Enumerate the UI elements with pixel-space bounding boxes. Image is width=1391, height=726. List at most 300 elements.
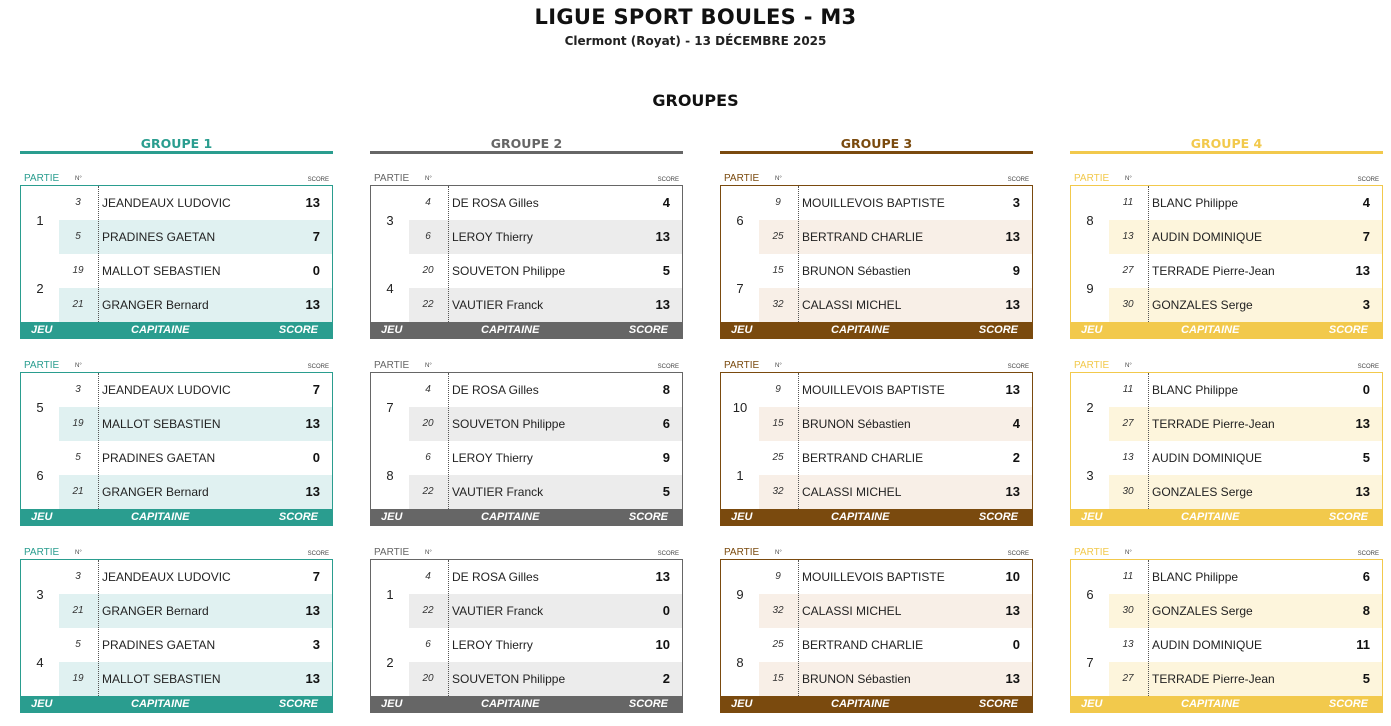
match-jeu-number: 7 (736, 280, 744, 296)
captain-name: AUDIN DOMINIQUE (1152, 230, 1263, 244)
team-score: 3 (1012, 195, 1020, 210)
team-number: 19 (72, 418, 84, 429)
match-jeu-number: 4 (386, 280, 394, 296)
team-score: 6 (1362, 569, 1370, 584)
team-number: 32 (772, 605, 784, 616)
team-number: 19 (72, 265, 84, 276)
match-jeu-number: 8 (386, 467, 394, 483)
partie-label: PARTIE (724, 360, 760, 371)
footer-jeu-label: JEU (1081, 324, 1103, 336)
footer-captain-label: CAPITAINE (831, 511, 890, 523)
team-row (409, 186, 682, 220)
captain-name: MOUILLEVOIS BAPTISTE (802, 383, 945, 397)
group-4 (1070, 134, 1383, 710)
partie-label: PARTIE (24, 173, 60, 184)
captain-name: SOUVETON Philippe (452, 264, 566, 278)
team-score: 13 (1005, 603, 1020, 618)
team-row (1109, 628, 1382, 662)
team-row (59, 441, 332, 475)
match-jeu-number: 6 (36, 467, 44, 483)
team-number: 30 (1122, 299, 1134, 310)
score-label: SCORE (657, 177, 679, 183)
captain-name: AUDIN DOMINIQUE (1152, 451, 1263, 465)
captain-name: GONZALES Serge (1152, 604, 1253, 618)
section-title: GROUPES (652, 91, 739, 110)
partie-label: PARTIE (724, 547, 760, 558)
round-table (1070, 173, 1383, 338)
score-label: SCORE (307, 177, 329, 183)
team-number: 21 (72, 486, 84, 497)
team-score: 13 (1355, 263, 1370, 278)
round-box (20, 559, 333, 713)
round-footer (371, 509, 682, 525)
column-separator (1148, 373, 1149, 509)
team-row (759, 560, 1032, 594)
partie-label: PARTIE (374, 173, 410, 184)
column-separator (798, 373, 799, 509)
score-label: SCORE (657, 551, 679, 557)
captain-name: AUDIN DOMINIQUE (1152, 638, 1263, 652)
team-number: 25 (772, 639, 784, 650)
team-number: 20 (422, 265, 434, 276)
team-score: 10 (1005, 569, 1020, 584)
team-row (1109, 220, 1382, 254)
round-footer (1071, 509, 1382, 525)
team-number: 25 (772, 452, 784, 463)
page-subtitle: Clermont (Royat) - 13 DÉCEMBRE 2025 (564, 34, 827, 48)
group-1 (20, 134, 333, 710)
match-jeu-number: 7 (1086, 654, 1094, 670)
captain-name: BLANC Philippe (1152, 196, 1239, 210)
partie-label: PARTIE (724, 173, 760, 184)
team-row (1109, 441, 1382, 475)
number-label: N° (75, 363, 82, 369)
match-jeu-number: 3 (1086, 467, 1094, 483)
team-score: 9 (1012, 263, 1020, 278)
team-score: 4 (662, 195, 670, 210)
captain-name: JEANDEAUX LUDOVIC (102, 383, 231, 397)
team-row (1109, 475, 1382, 509)
team-score: 13 (1355, 416, 1370, 431)
team-score: 13 (305, 671, 320, 686)
team-number: 11 (1122, 571, 1134, 582)
number-label: N° (425, 363, 432, 369)
team-row (59, 475, 332, 509)
team-row (1109, 373, 1382, 407)
team-row (59, 254, 332, 288)
number-label: N° (1125, 176, 1132, 182)
score-label: SCORE (1007, 177, 1029, 183)
footer-score-label: SCORE (278, 324, 318, 336)
team-score: 8 (1362, 603, 1370, 618)
round-footer (371, 322, 682, 338)
team-row (1109, 407, 1382, 441)
column-separator (98, 186, 99, 322)
team-row (409, 441, 682, 475)
team-row (759, 628, 1032, 662)
team-number: 27 (1122, 418, 1134, 429)
team-number: 15 (772, 265, 784, 276)
round-footer (721, 322, 1032, 338)
footer-jeu-label: JEU (731, 324, 753, 336)
match-jeu-number: 1 (386, 586, 394, 602)
team-score: 0 (1012, 637, 1020, 652)
footer-score-label: SCORE (978, 511, 1018, 523)
team-score: 0 (312, 450, 320, 465)
team-score: 6 (662, 416, 670, 431)
team-number: 15 (772, 673, 784, 684)
team-row (59, 628, 332, 662)
team-number: 9 (775, 384, 781, 395)
captain-name: TERRADE Pierre-Jean (1152, 672, 1275, 686)
round-table (370, 360, 683, 525)
partie-label: PARTIE (24, 547, 60, 558)
score-label: SCORE (1357, 177, 1379, 183)
team-score: 0 (662, 603, 670, 618)
column-separator (448, 373, 449, 509)
captain-name: SOUVETON Philippe (452, 417, 566, 431)
number-label: N° (775, 550, 782, 556)
partie-label: PARTIE (374, 360, 410, 371)
footer-captain-label: CAPITAINE (131, 698, 190, 710)
footer-jeu-label: JEU (731, 698, 753, 710)
captain-name: BERTRAND CHARLIE (802, 638, 924, 652)
number-label: N° (775, 363, 782, 369)
team-score: 13 (1005, 382, 1020, 397)
team-number: 9 (775, 197, 781, 208)
captain-name: BRUNON Sébastien (802, 417, 911, 431)
round-table (1070, 547, 1383, 712)
captain-name: JEANDEAUX LUDOVIC (102, 570, 231, 584)
team-number: 27 (1122, 265, 1134, 276)
team-score: 13 (1005, 671, 1020, 686)
round-box (720, 559, 1033, 713)
team-number: 22 (422, 486, 434, 497)
match-jeu-number: 2 (36, 280, 44, 296)
group-header: GROUPE 1 (20, 134, 333, 154)
footer-captain-label: CAPITAINE (131, 511, 190, 523)
score-label: SCORE (1357, 364, 1379, 370)
team-number: 11 (1122, 197, 1134, 208)
group-header: GROUPE 2 (370, 134, 683, 154)
number-label: N° (425, 550, 432, 556)
score-label: SCORE (307, 364, 329, 370)
captain-name: GONZALES Serge (1152, 485, 1253, 499)
score-label: SCORE (657, 364, 679, 370)
team-score: 13 (305, 297, 320, 312)
group-2 (370, 134, 683, 710)
captain-name: VAUTIER Franck (452, 485, 544, 499)
captain-name: JEANDEAUX LUDOVIC (102, 196, 231, 210)
team-number: 9 (775, 571, 781, 582)
score-label: SCORE (1007, 551, 1029, 557)
column-separator (798, 560, 799, 696)
footer-captain-label: CAPITAINE (1181, 324, 1240, 336)
team-score: 13 (305, 484, 320, 499)
match-jeu-number: 4 (36, 654, 44, 670)
column-separator (1148, 560, 1149, 696)
column-separator (448, 186, 449, 322)
round-table (370, 547, 683, 712)
group-header: GROUPE 3 (720, 134, 1033, 154)
team-score: 13 (305, 603, 320, 618)
group-header: GROUPE 4 (1070, 134, 1383, 154)
captain-name: DE ROSA Gilles (452, 570, 539, 584)
partie-label: PARTIE (1074, 547, 1110, 558)
team-number: 5 (75, 231, 81, 242)
team-number: 6 (425, 639, 431, 650)
captain-name: MALLOT SEBASTIEN (102, 417, 221, 431)
partie-label: PARTIE (1074, 173, 1110, 184)
captain-name: DE ROSA Gilles (452, 383, 539, 397)
team-row (1109, 254, 1382, 288)
captain-name: GRANGER Bernard (102, 298, 209, 312)
captain-name: VAUTIER Franck (452, 298, 544, 312)
round-box (20, 185, 333, 339)
footer-jeu-label: JEU (731, 511, 753, 523)
team-row (759, 254, 1032, 288)
captain-name: LEROY Thierry (452, 638, 533, 652)
footer-jeu-label: JEU (31, 698, 53, 710)
number-label: N° (75, 550, 82, 556)
round-footer (21, 509, 332, 525)
match-jeu-number: 8 (736, 654, 744, 670)
team-number: 15 (772, 418, 784, 429)
captain-name: TERRADE Pierre-Jean (1152, 264, 1275, 278)
team-row (59, 662, 332, 696)
round-table (720, 547, 1033, 712)
team-row (1109, 560, 1382, 594)
team-number: 30 (1122, 486, 1134, 497)
footer-score-label: SCORE (978, 698, 1018, 710)
team-score: 4 (1012, 416, 1020, 431)
round-box (1070, 372, 1383, 526)
match-jeu-number: 8 (1086, 212, 1094, 228)
captain-name: LEROY Thierry (452, 451, 533, 465)
column-separator (98, 560, 99, 696)
captain-name: PRADINES GAETAN (102, 451, 216, 465)
match-jeu-number: 1 (736, 467, 744, 483)
team-row (759, 186, 1032, 220)
team-score: 7 (1362, 229, 1370, 244)
team-number: 30 (1122, 605, 1134, 616)
footer-jeu-label: JEU (1081, 698, 1103, 710)
column-separator (448, 560, 449, 696)
match-jeu-number: 9 (736, 586, 744, 602)
team-number: 4 (425, 197, 431, 208)
team-row (759, 662, 1032, 696)
captain-name: CALASSI MICHEL (802, 485, 902, 499)
team-number: 20 (422, 418, 434, 429)
team-number: 3 (75, 384, 81, 395)
team-row (409, 373, 682, 407)
round-footer (21, 322, 332, 338)
team-row (59, 288, 332, 322)
round-table (370, 173, 683, 338)
round-table (720, 173, 1033, 338)
team-row (59, 560, 332, 594)
team-score: 9 (662, 450, 670, 465)
team-score: 13 (305, 416, 320, 431)
team-row (59, 373, 332, 407)
team-row (759, 594, 1032, 628)
captain-name: BERTRAND CHARLIE (802, 230, 924, 244)
team-row (59, 220, 332, 254)
captain-name: CALASSI MICHEL (802, 298, 902, 312)
team-number: 22 (422, 299, 434, 310)
team-row (1109, 662, 1382, 696)
footer-score-label: SCORE (278, 698, 318, 710)
team-row (409, 407, 682, 441)
captain-name: MALLOT SEBASTIEN (102, 264, 221, 278)
footer-score-label: SCORE (628, 698, 668, 710)
team-score: 5 (1362, 450, 1370, 465)
captain-name: GRANGER Bernard (102, 604, 209, 618)
team-row (759, 441, 1032, 475)
captain-name: BLANC Philippe (1152, 570, 1239, 584)
team-row (759, 475, 1032, 509)
page-title: LIGUE SPORT BOULES - M3 (534, 5, 857, 29)
team-score: 13 (1355, 484, 1370, 499)
column-separator (1148, 186, 1149, 322)
captain-name: LEROY Thierry (452, 230, 533, 244)
team-row (59, 186, 332, 220)
team-score: 13 (1005, 297, 1020, 312)
round-footer (371, 696, 682, 712)
team-number: 32 (772, 486, 784, 497)
captain-name: BLANC Philippe (1152, 383, 1239, 397)
footer-score-label: SCORE (978, 324, 1018, 336)
team-score: 7 (312, 569, 320, 584)
team-row (1109, 186, 1382, 220)
team-number: 5 (75, 452, 81, 463)
captain-name: MOUILLEVOIS BAPTISTE (802, 196, 945, 210)
captain-name: MALLOT SEBASTIEN (102, 672, 221, 686)
team-number: 3 (75, 197, 81, 208)
footer-captain-label: CAPITAINE (131, 324, 190, 336)
team-row (1109, 288, 1382, 322)
round-box (370, 559, 683, 713)
team-score: 0 (1362, 382, 1370, 397)
column-separator (98, 373, 99, 509)
team-score: 13 (1005, 484, 1020, 499)
match-jeu-number: 1 (36, 212, 44, 228)
partie-label: PARTIE (24, 360, 60, 371)
footer-captain-label: CAPITAINE (1181, 511, 1240, 523)
footer-captain-label: CAPITAINE (831, 324, 890, 336)
team-score: 2 (1012, 450, 1020, 465)
team-score: 2 (662, 671, 670, 686)
round-table (20, 360, 333, 525)
team-number: 13 (1122, 452, 1134, 463)
round-footer (1071, 696, 1382, 712)
footer-score-label: SCORE (628, 511, 668, 523)
round-footer (21, 696, 332, 712)
footer-captain-label: CAPITAINE (481, 511, 540, 523)
team-score: 13 (1005, 229, 1020, 244)
team-score: 8 (662, 382, 670, 397)
round-box (1070, 559, 1383, 713)
round-footer (721, 696, 1032, 712)
match-jeu-number: 6 (1086, 586, 1094, 602)
team-row (409, 662, 682, 696)
round-box (720, 185, 1033, 339)
team-row (409, 220, 682, 254)
team-row (1109, 594, 1382, 628)
footer-captain-label: CAPITAINE (481, 324, 540, 336)
captain-name: GRANGER Bernard (102, 485, 209, 499)
footer-jeu-label: JEU (31, 511, 53, 523)
team-row (59, 407, 332, 441)
number-label: N° (775, 176, 782, 182)
captain-name: PRADINES GAETAN (102, 638, 216, 652)
team-row (409, 594, 682, 628)
captain-name: VAUTIER Franck (452, 604, 544, 618)
team-number: 20 (422, 673, 434, 684)
team-number: 19 (72, 673, 84, 684)
captain-name: SOUVETON Philippe (452, 672, 566, 686)
team-score: 10 (655, 637, 670, 652)
team-number: 22 (422, 605, 434, 616)
team-score: 0 (312, 263, 320, 278)
footer-score-label: SCORE (1328, 511, 1368, 523)
captain-name: BERTRAND CHARLIE (802, 451, 924, 465)
team-row (409, 628, 682, 662)
footer-jeu-label: JEU (1081, 511, 1103, 523)
round-table (1070, 360, 1383, 525)
column-separator (798, 186, 799, 322)
match-jeu-number: 5 (36, 399, 44, 415)
team-score: 5 (662, 263, 670, 278)
team-score: 13 (305, 195, 320, 210)
team-row (409, 560, 682, 594)
footer-captain-label: CAPITAINE (481, 698, 540, 710)
group-3 (720, 134, 1033, 710)
team-score: 5 (1362, 671, 1370, 686)
round-table (20, 547, 333, 712)
team-score: 13 (655, 229, 670, 244)
team-score: 3 (312, 637, 320, 652)
match-jeu-number: 3 (386, 212, 394, 228)
round-box (20, 372, 333, 526)
footer-score-label: SCORE (628, 324, 668, 336)
round-footer (1071, 322, 1382, 338)
number-label: N° (75, 176, 82, 182)
score-label: SCORE (1357, 551, 1379, 557)
match-jeu-number: 2 (386, 654, 394, 670)
round-box (720, 372, 1033, 526)
team-row (409, 288, 682, 322)
round-footer (721, 509, 1032, 525)
match-jeu-number: 2 (1086, 399, 1094, 415)
captain-name: CALASSI MICHEL (802, 604, 902, 618)
team-row (759, 407, 1032, 441)
match-jeu-number: 9 (1086, 280, 1094, 296)
captain-name: PRADINES GAETAN (102, 230, 216, 244)
footer-jeu-label: JEU (381, 698, 403, 710)
team-number: 11 (1122, 384, 1134, 395)
footer-score-label: SCORE (1328, 324, 1368, 336)
team-score: 13 (655, 569, 670, 584)
team-number: 27 (1122, 673, 1134, 684)
number-label: N° (1125, 550, 1132, 556)
team-number: 21 (72, 299, 84, 310)
partie-label: PARTIE (1074, 360, 1110, 371)
captain-name: MOUILLEVOIS BAPTISTE (802, 570, 945, 584)
team-row (409, 475, 682, 509)
round-table (720, 360, 1033, 525)
team-row (759, 288, 1032, 322)
